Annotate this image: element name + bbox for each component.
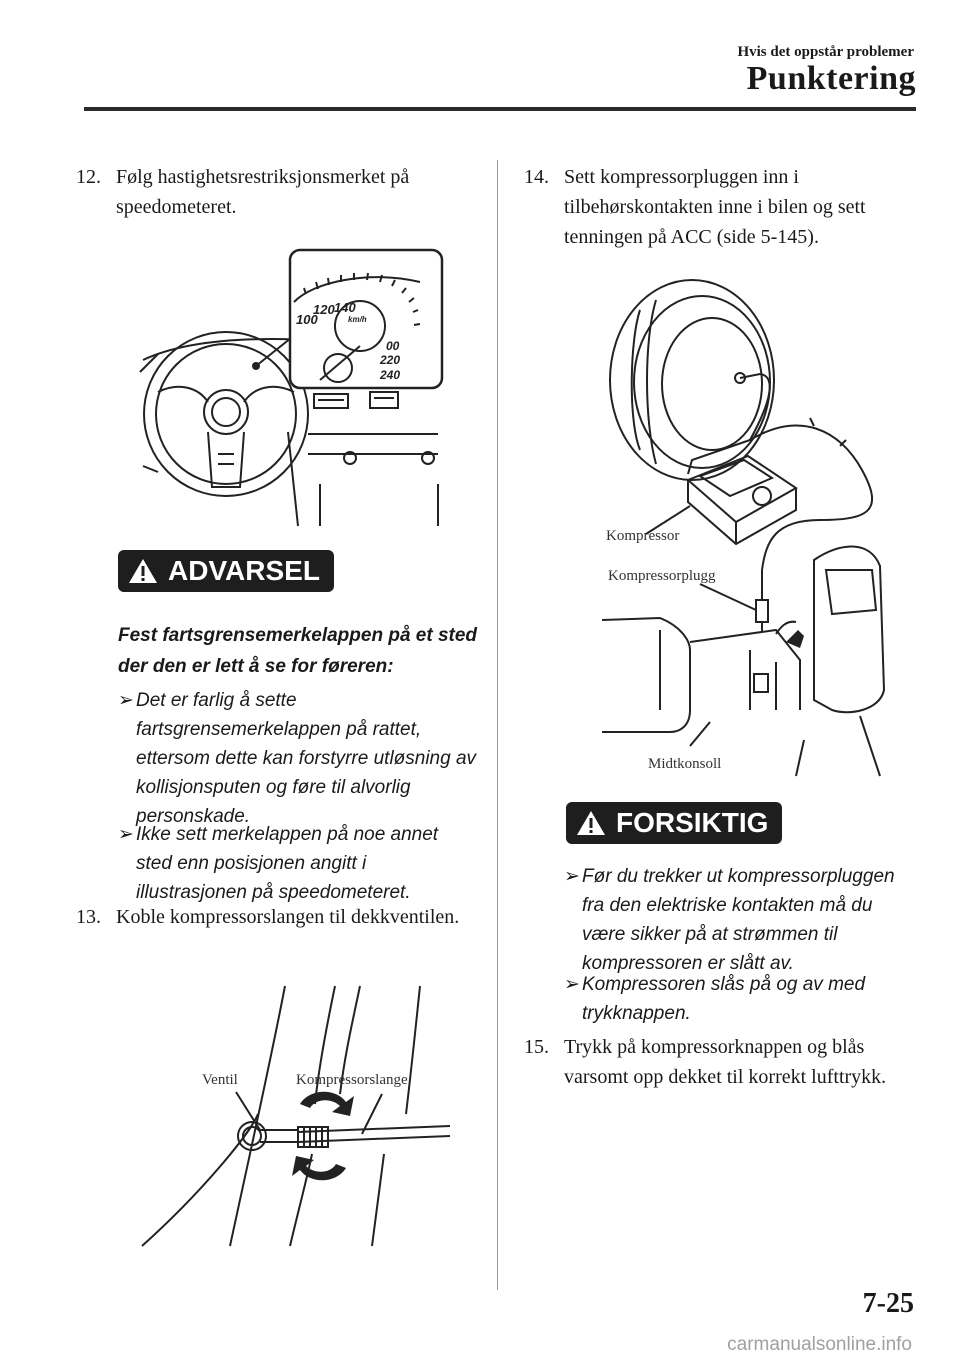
warning-bullet xyxy=(118,820,478,907)
page-title: Punktering xyxy=(746,60,916,97)
header-rule xyxy=(84,107,916,111)
valve-label: Ventil xyxy=(202,1072,238,1088)
caution-bullet-text: Før du trekker ut kompressorpluggen fra den elektriske kontakten må du være sikker på at strømmen til kompressoren er slått av. xyxy=(582,866,895,974)
warning-bullet xyxy=(118,686,478,831)
caution-bullet xyxy=(564,862,920,978)
speed-unit-label: km/h xyxy=(348,315,367,324)
speed-120-label: 120 xyxy=(313,302,335,317)
caution-badge-label: FORSIKTIG xyxy=(616,807,769,838)
step-text: Koble kompressorslangen til dekkventilen. xyxy=(116,906,460,928)
speed-140-label: 140 xyxy=(334,300,356,315)
page-number: 7-25 xyxy=(862,1288,914,1319)
compressor-drawing xyxy=(600,270,890,780)
step-text: Sett kompressorpluggen inn i tilbehørskontakten inne i bilen og sett tenningen på ACC (side 5-145). xyxy=(564,166,866,248)
arrow-bullet-icon: ➢ xyxy=(118,824,134,845)
step-text: Følg hastighetsrestriksjonsmerket på speedometeret. xyxy=(116,166,410,218)
hose-label: Kompressorslange xyxy=(296,1072,408,1088)
valve-drawing xyxy=(140,984,460,1252)
arrow-bullet-icon: ➢ xyxy=(564,866,580,887)
dashboard-drawing xyxy=(138,242,448,528)
step-14 xyxy=(524,162,920,252)
warning-bullet-text: Ikke sett merkelappen på noe annet sted enn posisjonen angitt i illustrasjonen på speedometeret. xyxy=(136,824,439,903)
warning-heading: Fest fartsgrensemerkelappen på et sted der den er lett å se for føreren: xyxy=(118,625,478,677)
step-number: 14. xyxy=(524,166,549,188)
watermark: carmanualsonline.info xyxy=(727,1334,912,1355)
arrow-bullet-icon: ➢ xyxy=(564,974,580,995)
warning-bullet-text: Det er farlig å sette fartsgrensemerkelappen på rattet, ettersom dette kan forstyrre utløsning av kollisjonsputen og føre til alvorlig personskade. xyxy=(136,690,477,827)
section-title: Hvis det oppstår problemer xyxy=(737,44,914,60)
valve-illustration xyxy=(140,984,460,1252)
center-console-label: Midtkonsoll xyxy=(648,756,722,772)
warning-badge-label: ADVARSEL xyxy=(168,555,320,586)
step-text: Trykk på kompressorknappen og blås varsomt opp dekket til korrekt lufttrykk. xyxy=(564,1036,887,1088)
arrow-bullet-icon: ➢ xyxy=(118,690,134,711)
caution-bullet-text: Kompressoren slås på og av med trykknappen. xyxy=(582,974,866,1024)
speed-220-label: 220 xyxy=(380,353,401,367)
warning-badge xyxy=(118,550,334,592)
step-12 xyxy=(76,162,476,222)
caution-badge xyxy=(566,802,782,844)
step-13 xyxy=(76,902,476,932)
compressor-plug-label: Kompressorplugg xyxy=(608,568,716,584)
speed-200-label: 00 xyxy=(386,339,400,353)
step-number: 13. xyxy=(76,906,101,928)
warning-triangle-icon xyxy=(128,557,158,585)
compressor-label: Kompressor xyxy=(606,528,680,544)
step-15 xyxy=(524,1032,904,1092)
step-number: 15. xyxy=(524,1036,549,1058)
compressor-illustration xyxy=(600,270,890,780)
step-number: 12. xyxy=(76,166,101,188)
dashboard-illustration xyxy=(138,242,448,528)
speed-240-label: 240 xyxy=(380,368,401,382)
caution-bullet xyxy=(564,970,920,1028)
column-divider xyxy=(497,160,498,1290)
speed-100-label: 100 xyxy=(296,312,318,327)
warning-triangle-icon xyxy=(576,809,606,837)
